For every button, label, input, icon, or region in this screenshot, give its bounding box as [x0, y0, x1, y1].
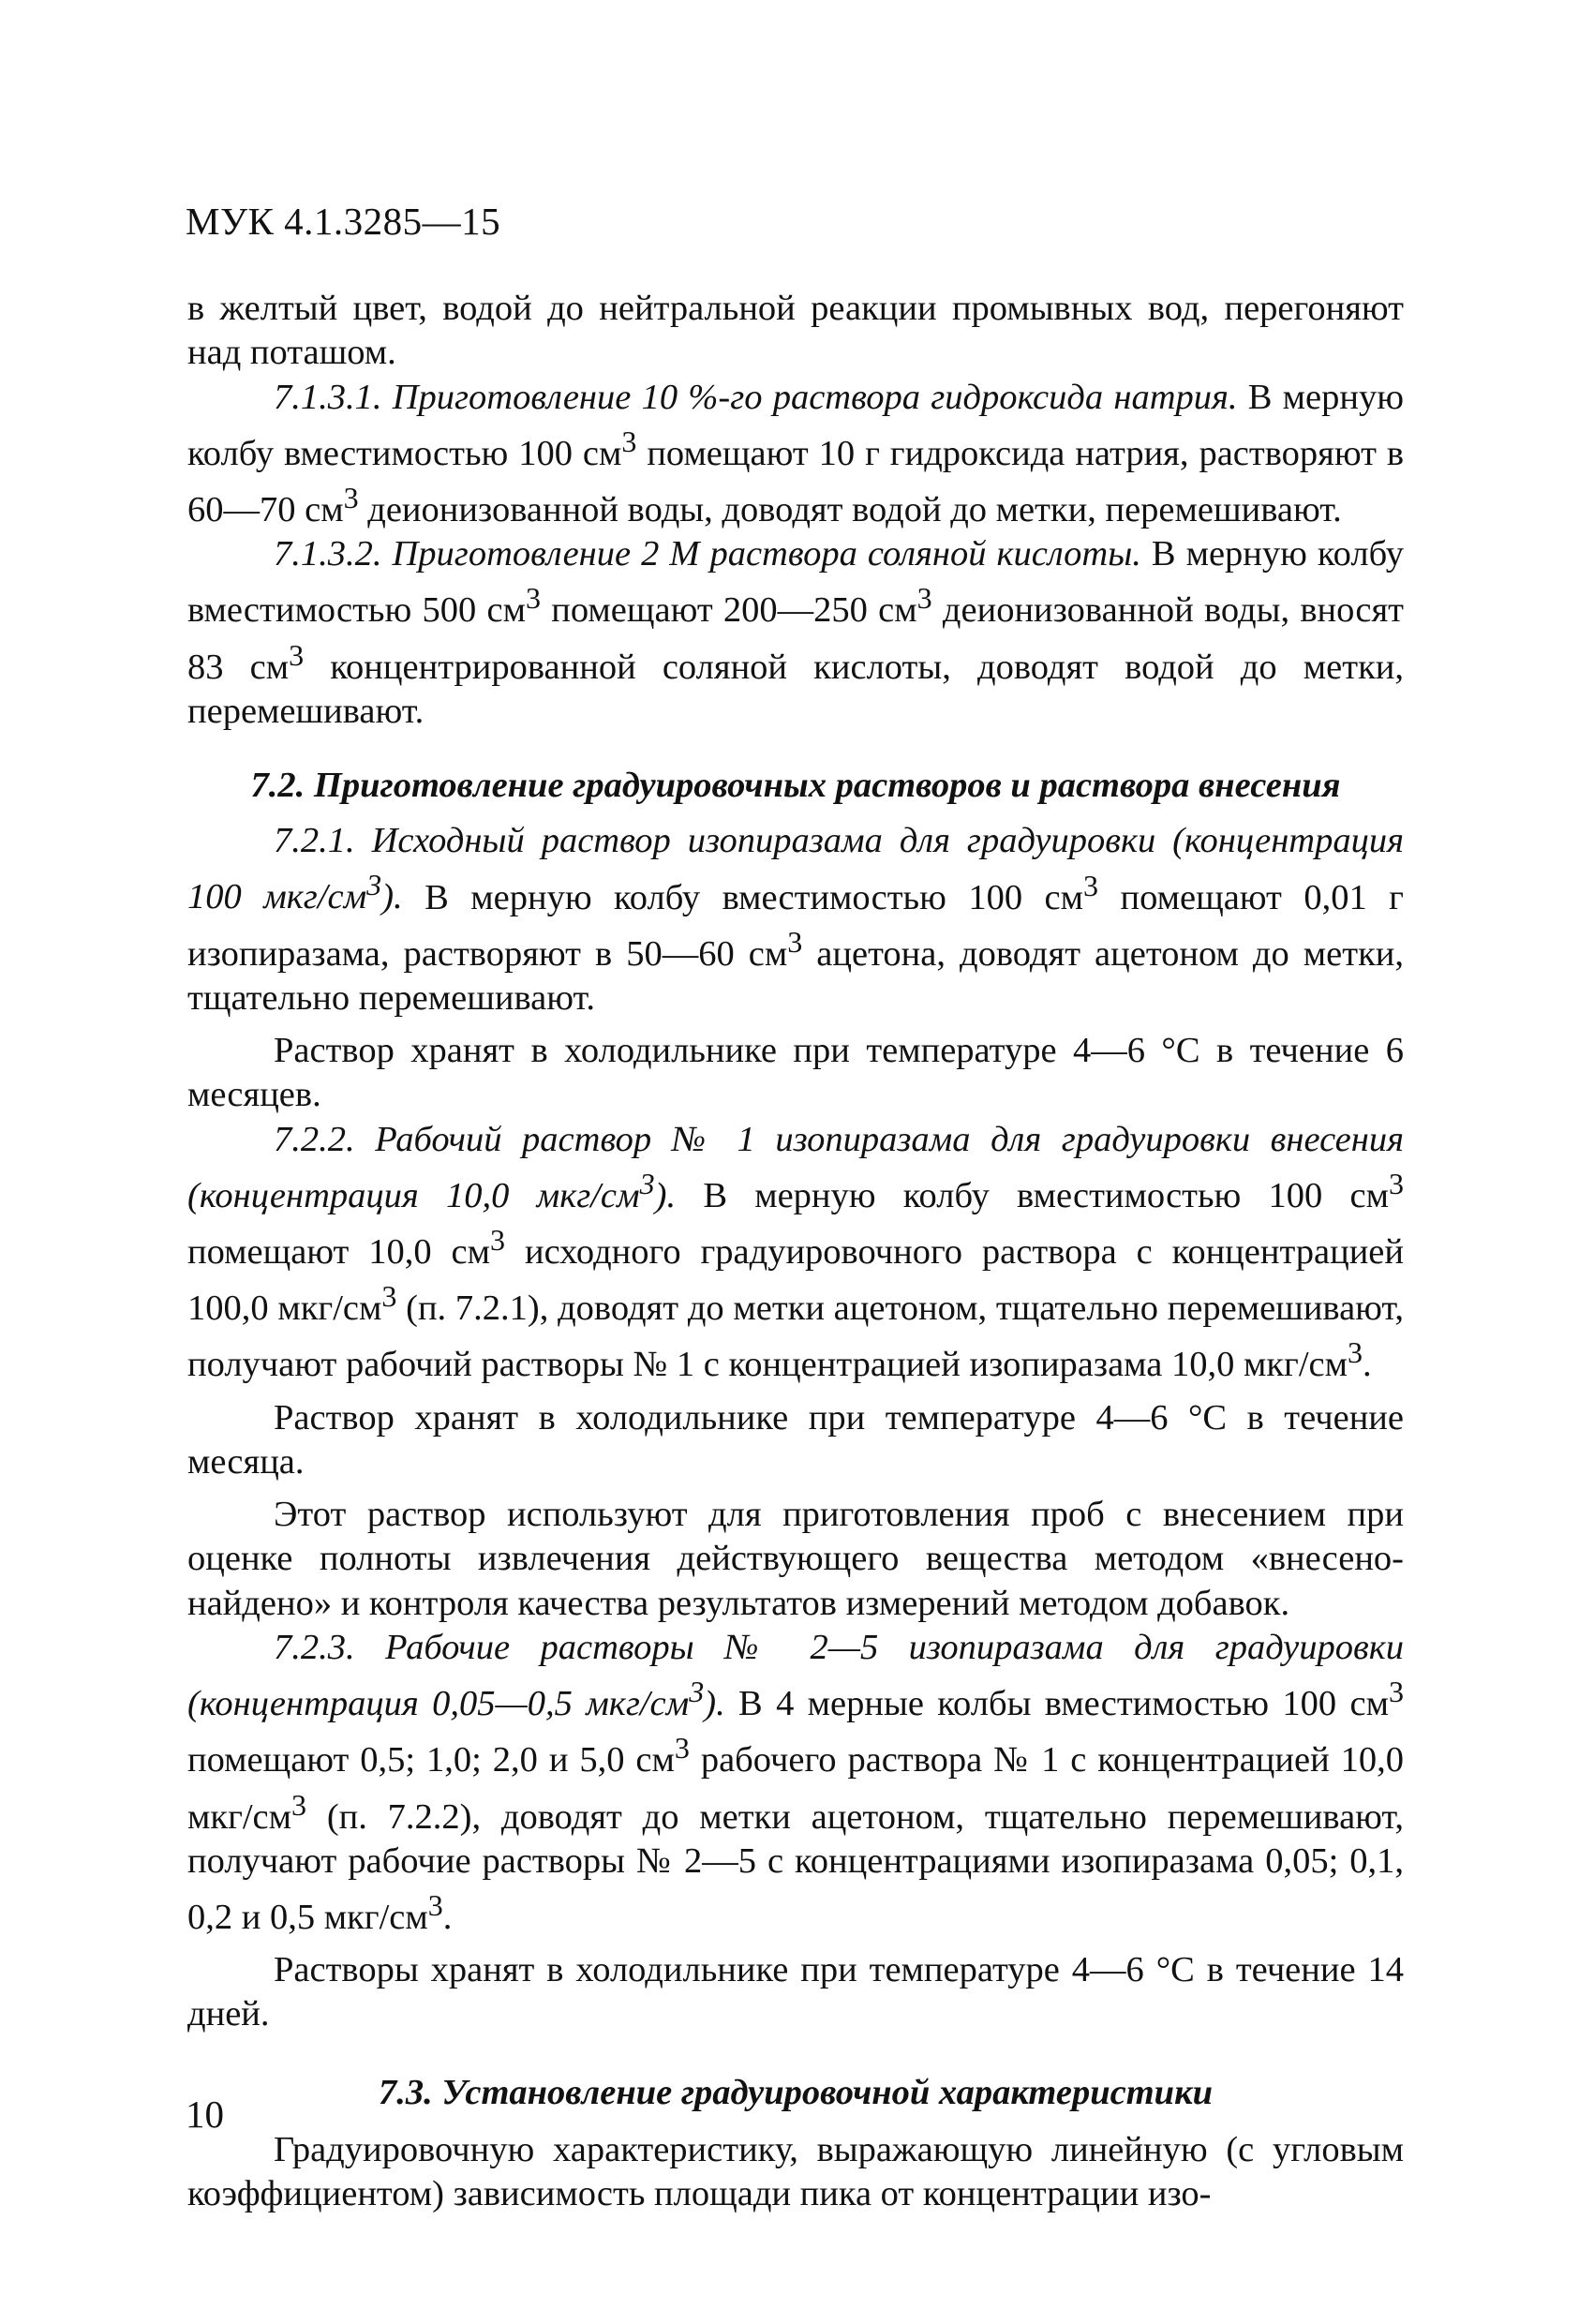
superscript: 3 [343, 481, 359, 515]
paragraph-title: 7.1.3.1. Приготовление 10 %-го раствора гидроксида натрия. [274, 377, 1238, 417]
paragraph-title: 7.1.3.2. Приготовление 2 М раствора соляной кислоты. [274, 534, 1141, 574]
superscript: 3 [1082, 868, 1099, 902]
superscript: 3 [381, 1279, 397, 1314]
paragraph-title: 7.2.2. Рабочий раствор № 1 изопиразама для градуировки внесения (концентрация 10,0 мкг/$см^3$). [187, 1119, 1404, 1215]
page-number: 10 [186, 2093, 224, 2136]
paragraph-continuation: в желтый цвет, водой до нейтральной реакции промывных вод, перегоняют над поташом. [187, 289, 1404, 373]
superscript: 3 [621, 424, 637, 458]
paragraph-calibration: Градуировочную характеристику, выражающую линейную (с угловым коэффициентом) зависимость площади пика от концентрации изо- [187, 2129, 1404, 2214]
superscript: 3 [1388, 1675, 1404, 1709]
paragraph-usage: Этот раствор используют для приготовления проб с внесением при оценке полноты извлечения действующего вещества методом «внесено-найдено» и контроля качества результатов измерений методом добавок. [187, 1495, 1404, 1623]
superscript: 3 [1388, 1167, 1405, 1201]
paragraph-storage-1: Раствор хранят в холодильнике при температуре 4—6 °С в течение 6 месяцев. [187, 1031, 1404, 1115]
superscript: 3 [291, 1787, 307, 1822]
superscript: 3 [787, 924, 803, 959]
paragraph-7-1-3-2: 7.1.3.2. Приготовление 2 М раствора соляной кислоты. В мерную колбу вместимостью 500 $см^3$ помещают 200—250 $см^3$ деионизованной воды, вносят 83 $см^3$ концентрированной соляной кислоты, доводят водой до метки, перемешивают. [187, 534, 1405, 731]
paragraph-title: 7.2.1. Исходный раствор изопиразама для градуировки (концентрация 100 мкг/$см^3$). [187, 821, 1404, 917]
paragraph-storage-3: Растворы хранят в холодильнике при температуре 4—6 °С в течение 14 дней. [187, 1950, 1404, 2034]
superscript: 3 [1348, 1335, 1363, 1370]
body-text [187, 287, 1404, 2217]
section-heading-7-2: 7.2. Приготовление градуировочных растворов и раствора внесения [250, 765, 1341, 805]
paragraph-7-1-3-1: 7.1.3.1. Приготовление 10 %-го раствора гидроксида натрия. В мерную колбу вместимостью 100 $см^3$ помещают 10 г гидроксида натрия, растворяют в 60—70 $см^3$ деионизованной воды, доводят водой до метки, перемешивают. [187, 377, 1405, 529]
superscript: 3 [916, 581, 932, 616]
superscript: 3 [689, 1675, 705, 1709]
paragraph-storage-2: Раствор хранят в холодильнике при температуре 4—6 °С в течение месяца. [187, 1397, 1404, 1482]
paragraph-title: 7.2.3. Рабочие растворы № 2—5 изопиразама для градуировки (концентрация 0,05—0,5 мкг/$см^3$). [187, 1628, 1404, 1724]
document-header: МУК 4.1.3285—15 [186, 200, 501, 243]
superscript: 3 [525, 581, 542, 616]
superscript: 3 [366, 868, 382, 902]
paragraph-7-2-1: 7.2.1. Исходный раствор изопиразама для градуировки (концентрация 100 мкг/$см^3$). В мерную колбу вместимостью 100 $см^3$ помещают 0,01 г изопиразама, растворяют в 50—60 $см^3$ ацетона, доводят ацетоном до метки, тщательно перемешивают. [187, 821, 1404, 1018]
superscript: 3 [490, 1223, 506, 1258]
paragraph-7-2-2: 7.2.2. Рабочий раствор № 1 изопиразама для градуировки внесения (концентрация 10,0 мкг/$см^3$). В мерную колбу вместимостью 100 $см^3$ помещают 10,0 $см^3$ исходного градуировочного раствора с концентрацией 100,0 мкг/$см^3$ (п. 7.2.1), доводят до метки ацетоном, тщательно перемешивают, получают рабочий растворы № 1 с концентрацией изопиразама 10,0 мкг/$см^3$. [187, 1119, 1405, 1385]
paragraph-7-2-3: 7.2.3. Рабочие растворы № 2—5 изопиразама для градуировки (концентрация 0,05—0,5 мкг/$см^3$). В 4 мерные колбы вместимостью 100 $см^3$ помещают 0,5; 1,0; 2,0 и 5,0 $см^3$ рабочего раствора № 1 с концентрацией 10,0 мкг/$см^3$ (п. 7.2.2), доводят до метки ацетоном, тщательно перемешивают, получают рабочие растворы № 2—5 с концентрациями изопиразама 0,05; 0,1, 0,2 и 0,5 мкг/$см^3$. [187, 1628, 1404, 1937]
superscript: 3 [639, 1167, 655, 1201]
section-heading-7-3: 7.3. Установление градуировочной характеристики [379, 2072, 1213, 2112]
superscript: 3 [427, 1887, 443, 1922]
superscript: 3 [289, 637, 305, 672]
superscript: 3 [674, 1731, 690, 1765]
